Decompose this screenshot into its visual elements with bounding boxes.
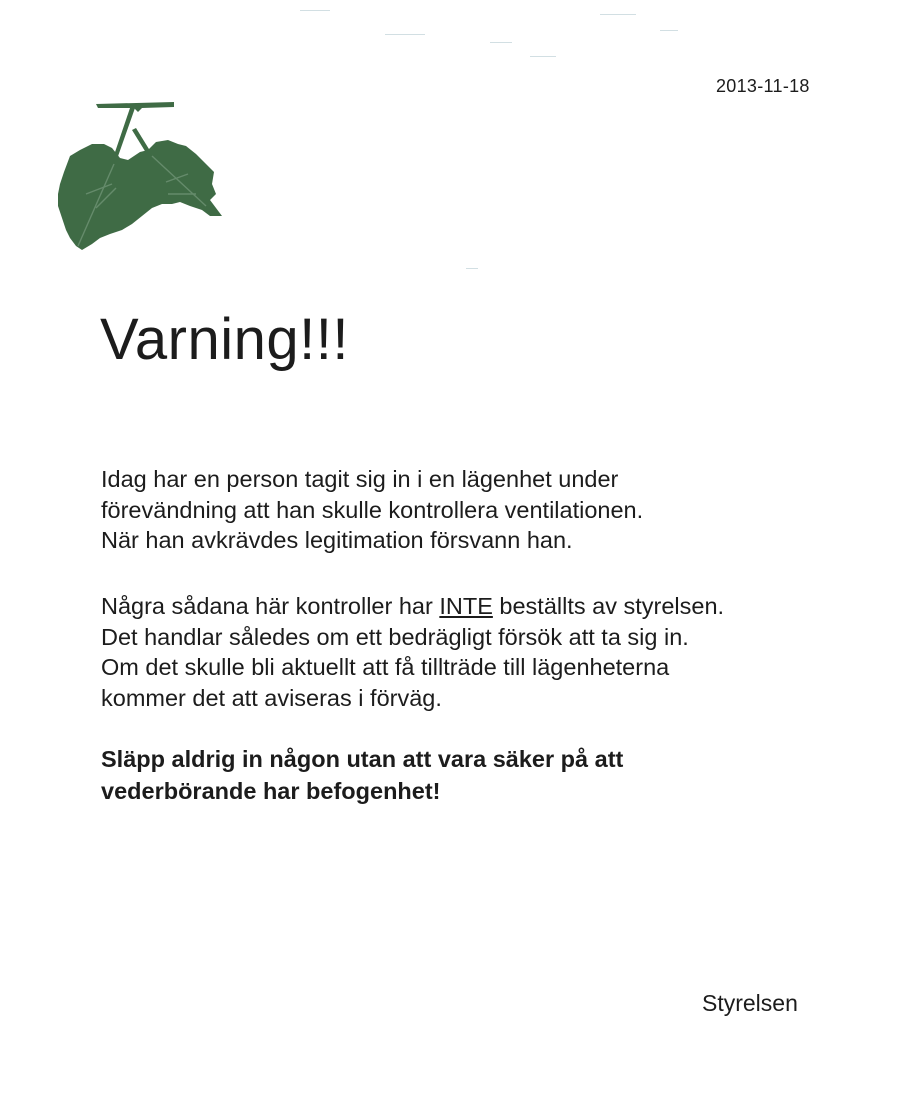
scan-speck: [300, 10, 330, 11]
paragraph-line: Om det skulle bli aktuellt att få tillträde till lägenheterna: [101, 654, 670, 680]
page-title: Varning!!!: [100, 307, 349, 372]
birch-leaf-icon: [56, 98, 228, 254]
paragraph-line: kommer det att aviseras i förväg.: [101, 684, 442, 711]
scan-speck: [660, 30, 678, 31]
document-date: 2013-11-18: [716, 76, 810, 96]
paragraph-line: Idag har en person tagit sig in i en lägenhet under: [101, 466, 619, 492]
paragraph-incident: [101, 464, 643, 556]
warning-statement: [101, 743, 623, 807]
signature: Styrelsen: [702, 990, 798, 1016]
text-segment: Några sådana här kontroller har: [101, 593, 440, 619]
scan-speck: [490, 42, 512, 43]
paragraph-line: Det handlar således om ett bedrägligt försök att ta sig in.: [101, 623, 689, 650]
paragraph-line: När han avkrävdes legitimation försvann han.: [101, 527, 573, 553]
scan-speck: [385, 34, 425, 35]
paragraph-line: förevändning att han skulle kontrollera ventilationen.: [101, 496, 644, 523]
warning-line: Släpp aldrig in någon utan att vara säker på att: [101, 746, 624, 772]
paragraph-explanation: [101, 591, 724, 713]
scan-speck: [466, 268, 478, 269]
text-segment: beställts av styrelsen.: [492, 593, 725, 619]
warning-line: vederbörande har befogenhet!: [101, 778, 441, 804]
scan-speck: [600, 14, 636, 15]
paragraph-line: [101, 591, 724, 622]
scan-speck: [530, 56, 556, 57]
emphasis-text: INTE: [439, 593, 493, 619]
